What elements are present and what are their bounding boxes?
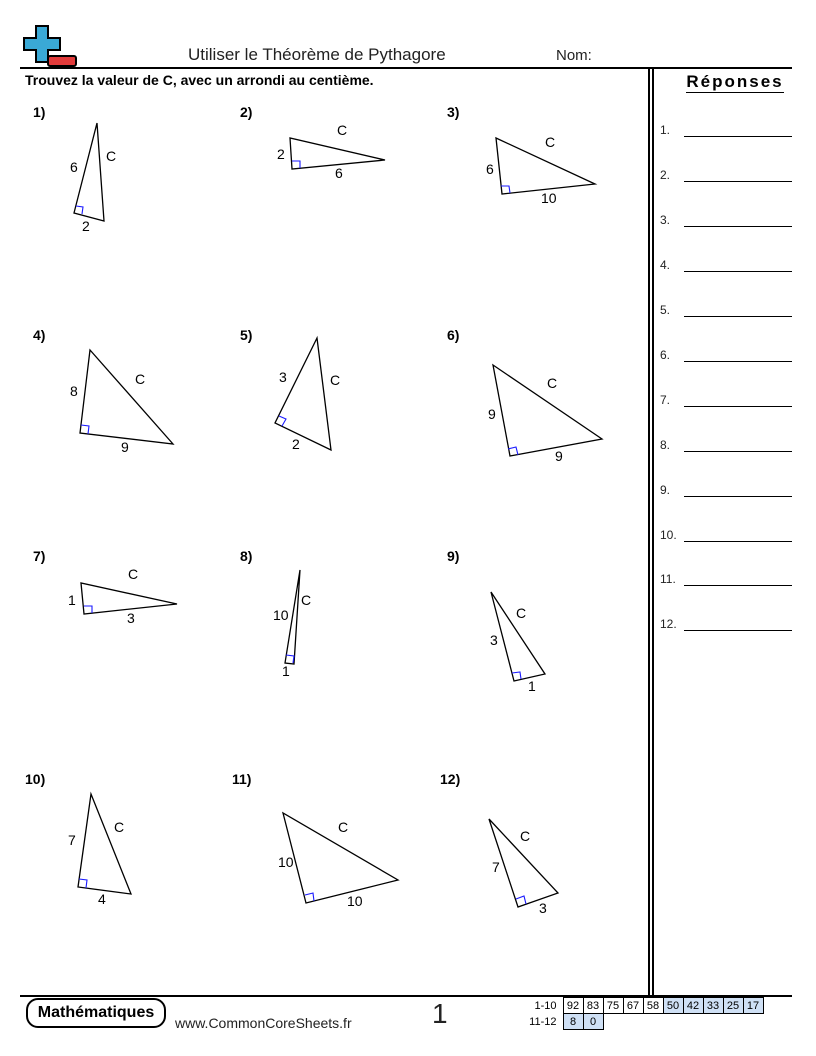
right-angle-mark bbox=[279, 416, 286, 426]
answer-label: 12. bbox=[660, 617, 677, 631]
side-a-label: 7 bbox=[492, 859, 500, 875]
score-row-label: 11-12 bbox=[529, 1015, 557, 1028]
right-angle-mark bbox=[516, 896, 526, 904]
side-a-label: 10 bbox=[278, 854, 294, 870]
problem-number: 2) bbox=[240, 104, 253, 120]
side-a-label: 2 bbox=[277, 146, 285, 162]
problem-number: 10) bbox=[25, 771, 46, 787]
problem-number: 8) bbox=[240, 548, 253, 564]
problem-number: 7) bbox=[33, 548, 46, 564]
side-a-label: 10 bbox=[273, 607, 289, 623]
hypotenuse-label: C bbox=[106, 148, 117, 164]
score-row bbox=[527, 998, 763, 1014]
instructions: Trouvez la valeur de C, avec un arrondi au centième. bbox=[25, 72, 374, 88]
answer-row-9[interactable] bbox=[660, 483, 792, 499]
side-b-label: 1 bbox=[282, 663, 290, 679]
answer-label: 6. bbox=[660, 348, 671, 362]
problem-number: 3) bbox=[447, 104, 460, 120]
answer-row-5[interactable] bbox=[660, 303, 792, 319]
score-cell: 67 bbox=[623, 998, 643, 1014]
score-cell: 50 bbox=[663, 998, 683, 1014]
answer-label: 10. bbox=[660, 528, 677, 542]
side-a-label: 3 bbox=[490, 632, 498, 648]
answer-row-3[interactable] bbox=[660, 213, 792, 229]
triangle-5 bbox=[275, 338, 331, 450]
hypotenuse-label: C bbox=[545, 134, 556, 150]
side-b-label: 10 bbox=[347, 893, 363, 909]
hypotenuse-label: C bbox=[301, 592, 312, 608]
answer-label: 8. bbox=[660, 438, 671, 452]
answer-label: 1. bbox=[660, 123, 671, 137]
hypotenuse-label: C bbox=[135, 371, 146, 387]
answer-line[interactable] bbox=[684, 361, 792, 362]
right-angle-mark bbox=[292, 161, 300, 168]
side-b-label: 3 bbox=[127, 610, 135, 626]
side-b-label: 9 bbox=[555, 448, 563, 464]
problem-number: 1) bbox=[33, 104, 46, 120]
answer-row-10[interactable] bbox=[660, 528, 792, 544]
score-cell: 42 bbox=[683, 998, 703, 1014]
answer-row-12[interactable] bbox=[660, 617, 792, 633]
hypotenuse-label: C bbox=[128, 566, 139, 582]
answer-line[interactable] bbox=[684, 136, 792, 137]
answer-row-1[interactable] bbox=[660, 123, 792, 139]
side-b-label: 4 bbox=[98, 891, 106, 907]
hypotenuse-label: C bbox=[337, 122, 348, 138]
side-b-label: 6 bbox=[335, 165, 343, 181]
side-a-label: 7 bbox=[68, 832, 76, 848]
side-a-label: 3 bbox=[279, 369, 287, 385]
answer-line[interactable] bbox=[684, 451, 792, 452]
answers-title bbox=[654, 72, 816, 92]
side-b-label: 3 bbox=[539, 900, 547, 916]
score-table bbox=[527, 997, 764, 1030]
answer-line[interactable] bbox=[684, 406, 792, 407]
side-a-label: 9 bbox=[488, 406, 496, 422]
side-a-label: 8 bbox=[70, 383, 78, 399]
page-number: 1 bbox=[432, 998, 448, 1029]
side-a-label: 1 bbox=[68, 592, 76, 608]
answer-line[interactable] bbox=[684, 316, 792, 317]
answer-line[interactable] bbox=[684, 496, 792, 497]
triangle-10 bbox=[78, 794, 131, 894]
right-angle-mark bbox=[305, 893, 314, 901]
answer-label: 2. bbox=[660, 168, 671, 182]
answer-row-4[interactable] bbox=[660, 258, 792, 274]
answers-title-text: Réponses bbox=[686, 72, 784, 91]
hypotenuse-label: C bbox=[338, 819, 349, 835]
answer-label: 3. bbox=[660, 213, 671, 227]
worksheet-title: Utiliser le Théorème de Pythagore bbox=[188, 45, 446, 64]
subject-badge: Mathématiques bbox=[26, 998, 166, 1028]
problem-number: 12) bbox=[440, 771, 461, 787]
side-a-label: 6 bbox=[486, 161, 494, 177]
answer-row-8[interactable] bbox=[660, 438, 792, 454]
name-label: Nom: bbox=[556, 47, 592, 64]
triangle-4 bbox=[80, 350, 173, 444]
score-cell: 83 bbox=[583, 998, 603, 1014]
answer-line[interactable] bbox=[684, 226, 792, 227]
side-b-label: 9 bbox=[121, 439, 129, 455]
score-cell: 8 bbox=[563, 1014, 583, 1030]
answer-label: 5. bbox=[660, 303, 671, 317]
answer-label: 9. bbox=[660, 483, 671, 497]
hypotenuse-label: C bbox=[114, 819, 125, 835]
score-row-label: 1-10 bbox=[534, 999, 557, 1012]
answer-label: 11. bbox=[660, 572, 676, 586]
score-cell: 58 bbox=[643, 998, 663, 1014]
hypotenuse-label: C bbox=[547, 375, 558, 391]
side-b-label: 10 bbox=[541, 190, 557, 206]
answer-row-11[interactable] bbox=[660, 572, 792, 588]
problem-number: 9) bbox=[447, 548, 460, 564]
score-cell: 33 bbox=[703, 998, 723, 1014]
website-url[interactable]: www.CommonCoreSheets.fr bbox=[175, 1015, 352, 1031]
hypotenuse-label: C bbox=[516, 605, 527, 621]
side-a-label: 6 bbox=[70, 159, 78, 175]
side-b-label: 1 bbox=[528, 678, 536, 694]
score-row bbox=[527, 1014, 763, 1030]
score-cell: 0 bbox=[583, 1014, 603, 1030]
problem-number: 5) bbox=[240, 327, 253, 343]
answer-column-divider-inner bbox=[652, 67, 654, 996]
hypotenuse-label: C bbox=[330, 372, 341, 388]
answer-label: 4. bbox=[660, 258, 671, 272]
side-b-label: 2 bbox=[82, 218, 90, 234]
hypotenuse-label: C bbox=[520, 828, 531, 844]
score-cell: 92 bbox=[563, 998, 583, 1014]
answer-line[interactable] bbox=[684, 271, 792, 272]
answer-row-2[interactable] bbox=[660, 168, 792, 184]
answer-row-6[interactable] bbox=[660, 348, 792, 364]
answer-label: 7. bbox=[660, 393, 671, 407]
score-cell: 25 bbox=[723, 998, 743, 1014]
right-angle-mark bbox=[286, 655, 294, 663]
answer-line[interactable] bbox=[684, 541, 792, 542]
score-cell: 17 bbox=[743, 998, 763, 1014]
problem-number: 4) bbox=[33, 327, 46, 343]
score-cell: 75 bbox=[603, 998, 623, 1014]
answer-row-7[interactable] bbox=[660, 393, 792, 409]
right-angle-mark bbox=[84, 606, 92, 613]
answer-line[interactable] bbox=[684, 585, 792, 586]
answer-line[interactable] bbox=[684, 630, 792, 631]
side-b-label: 2 bbox=[292, 436, 300, 452]
problem-number: 11) bbox=[232, 771, 252, 787]
answer-line[interactable] bbox=[684, 181, 792, 182]
right-angle-mark bbox=[76, 206, 83, 214]
problem-number: 6) bbox=[447, 327, 460, 343]
